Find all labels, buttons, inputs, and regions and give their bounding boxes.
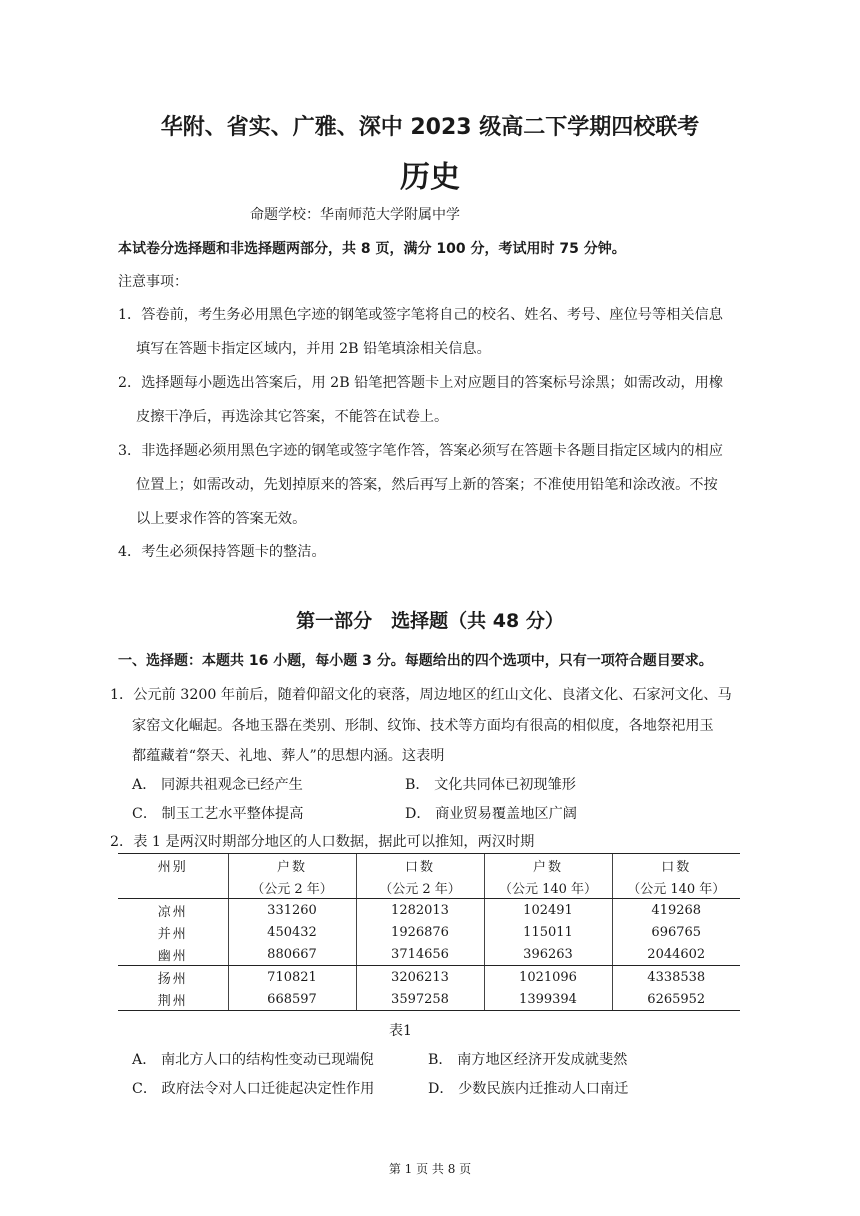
question-1-line: 家窑文化崛起。各地玉器在类别、形制、纹饰、技术等方面均有很高的相似度，各地祭祀用玉 — [132, 718, 714, 734]
table-cell: 102491 — [484, 899, 612, 922]
region-cell: 并州 — [157, 926, 188, 942]
note-line: 位置上；如需改动，先划掉原来的答案，然后再写上新的答案；不准使用铅笔和涂改液。不按 — [136, 477, 718, 493]
section-instruction: 一、选择题：本题共 16 小题，每小题 3 分。每题给出的四个选项中，只有一项符合题目要求。 — [118, 653, 713, 669]
header-cell: 口数 — [612, 854, 740, 877]
table-cell: 696765 — [612, 921, 740, 943]
table-cell: 880667 — [228, 943, 356, 966]
header-cell: 户数 — [228, 854, 356, 877]
note-line: 皮擦干净后，再选涂其它答案，不能答在试卷上。 — [136, 409, 449, 425]
note-line: 2．选择题每小题选出答案后，用 2B 铅笔把答题卡上对应题目的答案标号涂黑；如需改动，用橡 — [118, 375, 724, 391]
q2-option-c[interactable]: C． 政府法令对人口迁徙起决定性作用 — [132, 1081, 375, 1097]
table-cell: 3206213 — [356, 966, 484, 989]
table-cell: 2044602 — [612, 943, 740, 966]
region-cell: 荆州 — [118, 988, 228, 1011]
q2-option-d[interactable]: D． 少数民族内迁推动人口南迁 — [428, 1081, 629, 1097]
table-cell: 419268 — [612, 899, 740, 922]
q1-option-a[interactable]: A． 同源共祖观念已经产生 — [132, 777, 303, 793]
subheader-cell: （公元 140 年） — [612, 876, 740, 899]
region-cell: 扬州 — [157, 971, 188, 987]
table-cell: 6265952 — [612, 988, 740, 1011]
question-1-line: 1．公元前 3200 年前后，随着仰韶文化的衰落，周边地区的红山文化、良渚文化、石家河文化、马 — [110, 687, 732, 703]
q2-option-b[interactable]: B． 南方地区经济开发成就斐然 — [428, 1052, 628, 1068]
header-cell: 户数 — [484, 854, 612, 877]
table-cell: 450432 — [228, 921, 356, 943]
table-cell: 1282013 — [356, 899, 484, 922]
q1-option-c[interactable]: C． 制玉工艺水平整体提高 — [132, 806, 304, 822]
table-cell: 668597 — [228, 988, 356, 1011]
table-cell: 710821 — [228, 966, 356, 989]
population-table — [118, 853, 740, 1011]
subheader-cell: （公元 2 年） — [228, 876, 356, 899]
table-cell: 331260 — [228, 899, 356, 922]
table-row — [118, 988, 740, 1011]
section-title: 第一部分 选择题（共 48 分） — [296, 610, 564, 632]
table-row — [118, 943, 740, 966]
region-cell: 幽州 — [118, 943, 228, 966]
exam-intro: 本试卷分选择题和非选择题两部分，共 8 页，满分 100 分，考试用时 75 分钟。 — [118, 241, 626, 257]
page-footer: 第 1 页 共 8 页 — [388, 1162, 472, 1176]
table-row — [118, 921, 740, 943]
q2-option-a[interactable]: A． 南北方人口的结构性变动已现端倪 — [132, 1052, 374, 1068]
header-cell: 口数 — [356, 854, 484, 877]
question-2-stem: 2．表 1 是两汉时期部分地区的人口数据，据此可以推知，两汉时期 — [110, 834, 535, 850]
notes-heading: 注意事项： — [118, 274, 188, 290]
subheader-cell: （公元 2 年） — [356, 876, 484, 899]
exam-title: 华附、省实、广雅、深中 2023 级高二下学期四校联考 — [160, 115, 700, 140]
question-1-line: 都蕴藏着“祭天、礼地、葬人”的思想内涵。这表明 — [132, 748, 445, 764]
header-cell: 州别 — [118, 854, 228, 877]
q1-option-d[interactable]: D． 商业贸易覆盖地区广阔 — [405, 806, 577, 822]
table-subheader-row — [118, 876, 740, 899]
subject-title: 历史 — [400, 160, 460, 195]
table-caption: 表1 — [389, 1023, 412, 1039]
table-cell: 1926876 — [356, 921, 484, 943]
note-line: 填写在答题卡指定区域内，并用 2B 铅笔填涂相关信息。 — [136, 341, 491, 357]
table-cell: 3597258 — [356, 988, 484, 1011]
region-cell: 凉州 — [157, 904, 188, 920]
table-cell: 115011 — [484, 921, 612, 943]
table-cell: 4338538 — [612, 966, 740, 989]
table-cell: 396263 — [484, 943, 612, 966]
subheader-cell: （公元 140 年） — [484, 876, 612, 899]
table-row — [118, 899, 740, 922]
note-line: 以上要求作答的答案无效。 — [136, 511, 307, 527]
table-cell: 1399394 — [484, 988, 612, 1011]
q1-option-b[interactable]: B． 文化共同体已初现雏形 — [405, 777, 576, 793]
note-line: 1．答卷前，考生务必用黑色字迹的钢笔或签字笔将自己的校名、姓名、考号、座位号等相关信息 — [118, 307, 723, 323]
table-header-row — [118, 854, 740, 877]
setting-school: 命题学校：华南师范大学附属中学 — [250, 207, 460, 223]
table-row — [118, 966, 740, 989]
note-line: 4．考生必须保持答题卡的整洁。 — [118, 544, 326, 560]
table-cell: 1021096 — [484, 966, 612, 989]
subheader-cell — [118, 876, 228, 899]
table-cell: 3714656 — [356, 943, 484, 966]
note-line: 3．非选择题必须用黑色字迹的钢笔或签字笔作答，答案必须写在答题卡各题目指定区域内的相应 — [118, 443, 723, 459]
